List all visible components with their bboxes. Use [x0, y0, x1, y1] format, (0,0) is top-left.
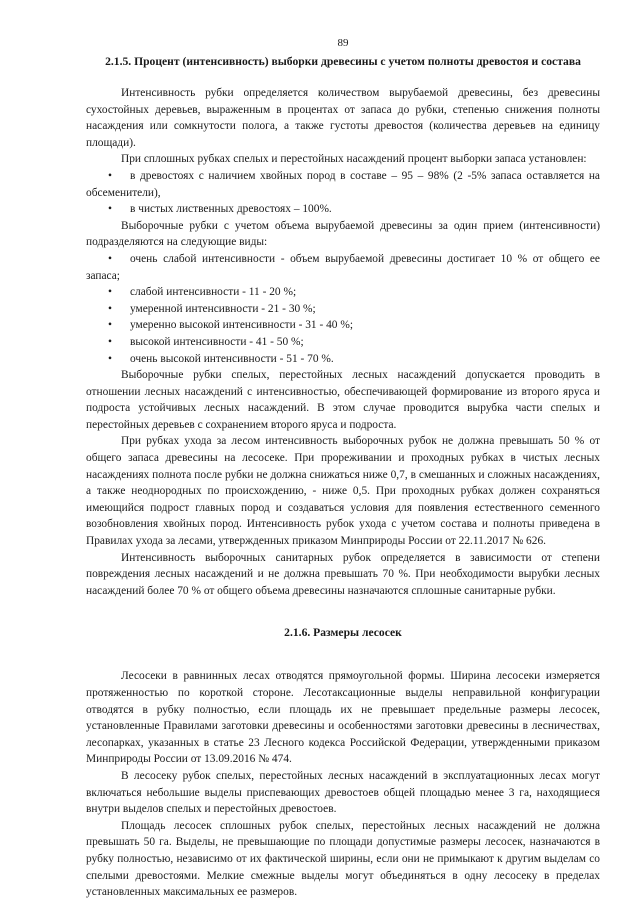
list-item: • слабой интенсивности - 11 - 20 %;: [86, 284, 600, 301]
list-item: • очень высокой интенсивности - 51 - 70 %.: [86, 351, 600, 368]
page-number: 89: [337, 37, 349, 49]
bullet-list: [86, 251, 600, 367]
bullet-icon: •: [108, 252, 112, 265]
list-item: • высокой интенсивности - 41 - 50 %;: [86, 334, 600, 351]
list-item: • умеренной интенсивности - 21 - 30 %;: [86, 301, 600, 318]
bullet-icon: •: [108, 335, 112, 348]
section-heading-2-1-5: 2.1.5. Процент (интенсивность) выборки древесины с учетом полноты древостоя и состава: [105, 55, 581, 68]
paragraph: Площадь лесосек сплошных рубок спелых, перестойных лесных насаждений не должна превышать 50 га. Выделы, не превышающие по площади допустимые размеры лесосек, назначаются в рубку полностью, независимо от их фактической ширины, если они не примыкают к другим выделам со спелыми древостоями. Мелкие смежные выделы могут объединяться в одну лесосеку в пределах установленных максимальных ее размеров.: [86, 819, 600, 899]
paragraph: Лесосеки в равнинных лесах отводятся прямоугольной формы. Ширина лесосеки измеряется протяженностью по короткой стороне. Лесотаксационные выделы неправильной конфигурации отводятся в рубку полностью, если площадь их не превышает предельные размеры лесосек, установленные Правилами заготовки древесины и особенностями заготовки древесины в лесничествах, лесопарках, указанных в статье 23 Лесного кодекса Российской Федерации, утвержденными приказом Минприроды России от 13.09.2016 № 474.: [86, 670, 600, 766]
section-heading-2-1-6: 2.1.6. Размеры лесосек: [284, 626, 402, 640]
bullet-icon: •: [108, 302, 112, 315]
bullet-icon: •: [108, 319, 112, 332]
bullet-list: [86, 168, 600, 218]
list-item: • в древостоях с наличием хвойных пород в составе – 95 – 98% (2 -5% запаса оставляется на обсеменители),: [86, 169, 600, 199]
bullet-icon: •: [108, 352, 112, 365]
bullet-icon: •: [108, 286, 112, 299]
bullet-icon: •: [108, 203, 112, 216]
list-item: • в чистых лиственных древостоях – 100%.: [86, 201, 600, 218]
paragraph: Интенсивность рубки определяется количеством вырубаемой древесины, без древесины сухостойных деревьев, выраженным в процентах от запаса до рубки, степенью снижения полноты насаждения или сомкнутости полога, а также густоты древостоя (количества деревьев на единицу площади).: [86, 87, 600, 149]
paragraph: При сплошных рубках спелых и перестойных насаждений процент выборки запаса установлен:: [121, 153, 587, 166]
list-item: • очень слабой интенсивности - объем вырубаемой древесины достигает 10 % от общего ее запаса;: [86, 252, 600, 282]
document-page: [86, 36, 600, 901]
paragraph: В лесосеку рубок спелых, перестойных лесных насаждений в эксплуатационных лесах могут включаться небольшие выделы приспевающих древостоев общей площадью менее 3 га, находящиеся внутри выделов спелых и перестойных древостоев.: [86, 769, 600, 816]
paragraph: Выборочные рубки с учетом объема вырубаемой древесины за один прием (интенсивности) подразделяются на следующие виды:: [86, 219, 600, 249]
paragraph: При рубках ухода за лесом интенсивность выборочных рубок не должна превышать 50 % от общего запаса древесины на лесосеке. При прореживании и проходных рубках в чистых лесных насаждениях полнота после рубки не должна снижаться ниже 0,7, в смешанных и сложных насаждениях, а также неоднородных по происхождению, - ниже 0,5. При проходных рубках должен сохраняться имеющийся подрост главных пород и создаваться условия для появления естественного семенного возобновления хвойных пород. Интенсивность рубок ухода с учетом состава и полноты приведена в Правилах ухода за лесами, утвержденных приказом Минприроды России от 22.11.2017 № 626.: [86, 435, 600, 548]
bullet-icon: •: [108, 169, 112, 182]
list-item: • умеренно высокой интенсивности - 31 - 40 %;: [86, 317, 600, 334]
paragraph: Интенсивность выборочных санитарных рубок определяется в зависимости от степени повреждения лесных насаждений и не должна превышать 70 %. При необходимости вырубки лесных насаждений более 70 % от общего объема древесины назначаются сплошные санитарные рубки.: [86, 551, 600, 597]
paragraph: Выборочные рубки спелых, перестойных лесных насаждений допускается проводить в отношении лесных насаждений с интенсивностью, обеспечивающей формирование из второго яруса и подроста устойчивых лесных насаждений. В этом случае проводится вырубка части спелых и перестойных деревьев с сохранением второго яруса и подроста.: [86, 369, 600, 431]
